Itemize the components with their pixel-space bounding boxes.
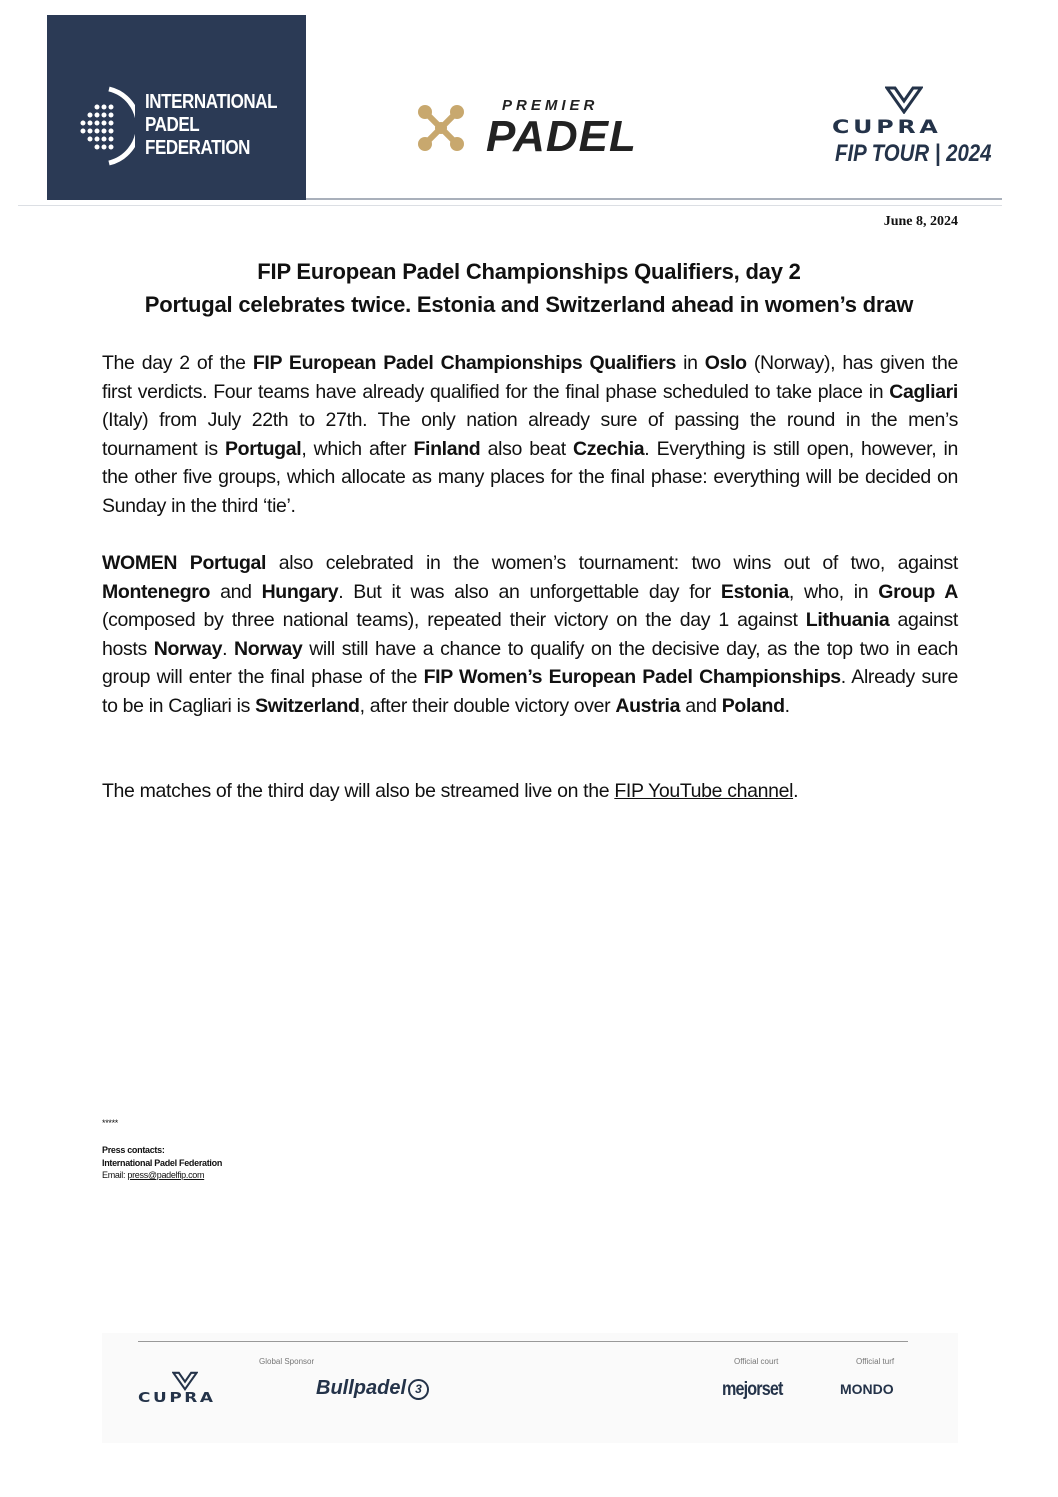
bold-text: Poland (721, 694, 785, 717)
body-text: will still have a chance to qualify on the decisive day, as the top two in each group will enter the final phase of the (102, 637, 958, 689)
body-text: and (210, 580, 262, 603)
bold-text: Group A (878, 580, 958, 603)
body-text: . But it was also an unforgettable day for (338, 580, 721, 603)
fip-logo-text (145, 91, 277, 160)
global-sponsor-label: Global Sponsor (259, 1357, 315, 1366)
fip-logo-block (47, 15, 306, 200)
mondo-logo: MONDO (840, 1381, 894, 1397)
body-text: The day 2 of the (102, 352, 253, 374)
body-text: in (675, 352, 705, 374)
bold-text: Estonia (720, 580, 789, 603)
bold-text: Cagliari (889, 380, 958, 403)
bold-text: Austria (615, 694, 681, 717)
press-contacts-email-line (102, 1170, 204, 1180)
article-paragraph (102, 349, 958, 521)
bold-text: Norway (234, 637, 303, 660)
body-text: . (222, 637, 234, 660)
bullpadel-logo (316, 1377, 429, 1400)
body-text: (Italy) from July 22th to 27th. The only nation already sure of passing the round in the men’s tournament is (102, 409, 958, 460)
body-text: also celebrated in the women’s tournament: two wins out of two, against (266, 552, 958, 574)
official-turf-label: Official turf (856, 1357, 895, 1366)
body-text: , who, in (788, 580, 879, 603)
page-subtitle: Portugal celebrates twice. Estonia and Switzerland ahead in women’s draw (144, 292, 914, 317)
article-paragraph (102, 777, 958, 806)
fip-ball-icon (77, 85, 135, 167)
fip-tour-label: FIP TOUR | 2024 (835, 140, 992, 167)
bullpadel-text: Bullpadel (316, 1377, 407, 1399)
fip-logo-line: PADEL (145, 114, 200, 136)
separator: ***** (102, 1118, 119, 1128)
mejorset-logo: mejorset (722, 1379, 783, 1400)
body-text: also beat (480, 437, 574, 460)
body-text: (composed by three national teams), repeated their victory on the day 1 against (102, 609, 806, 632)
youtube-channel-link[interactable]: FIP YouTube channel (614, 780, 794, 802)
bold-text: FIP Women’s European Padel Championships (423, 666, 841, 689)
bold-text: Hungary (261, 580, 339, 603)
article-paragraph (102, 549, 958, 721)
sponsor-footer (102, 1333, 958, 1443)
cupra-label: CUPRA (832, 116, 942, 138)
bold-text: Finland (413, 437, 481, 460)
body-text: , after their double victory over (359, 694, 616, 717)
bold-text: FIP European Padel Championships Qualifiers (252, 352, 676, 374)
body-text: . Everything is still open, however, in the other five groups, which allocate as many places for the final phase: everything will be decided on Sunday in the third ‘tie’. (102, 437, 958, 517)
body-text: . (784, 694, 790, 717)
premier-padel-logo (412, 95, 702, 170)
official-court-label: Official court (734, 1357, 779, 1366)
bold-text: Switzerland (255, 694, 360, 717)
press-contacts-org: International Padel Federation (102, 1158, 223, 1168)
header-divider-light (18, 205, 1002, 206)
bold-text: Montenegro (102, 580, 211, 603)
footer-divider (138, 1341, 908, 1342)
padel-label: PADEL (486, 112, 637, 161)
bullpadel-badge: 3 (408, 1379, 429, 1400)
fip-logo-line: FEDERATION (145, 137, 250, 159)
press-release-date: June 8, 2024 (883, 214, 958, 229)
email-label: Email: (102, 1170, 128, 1180)
press-email-link[interactable]: press@padelfip.com (127, 1170, 205, 1180)
page-title: FIP European Padel Championships Qualifiers, day 2 (257, 259, 801, 284)
body-text: . (793, 780, 799, 802)
body-text: against hosts (102, 609, 958, 660)
body-text: , which after (301, 437, 414, 460)
bold-text: Oslo (704, 352, 747, 374)
bold-text: Norway (153, 637, 223, 660)
body-text: (Norway), has given the first verdicts. Four teams have already qualified for the final phase scheduled to take place in (102, 352, 958, 403)
body-text: The matches of the third day will also be streamed live on the (102, 780, 615, 802)
cupra-fip-tour-logo (832, 86, 992, 176)
bold-text: Portugal (225, 437, 302, 460)
footer-cupra-logo: CUPRA (138, 1391, 216, 1406)
body-text: . Already sure to be in Cagliari is (102, 666, 958, 717)
cupra-emblem-icon (172, 1371, 198, 1391)
press-contacts-heading: Press contacts: (102, 1145, 165, 1155)
bold-text: Czechia (573, 437, 645, 460)
header-divider (306, 198, 1002, 200)
cupra-emblem-icon (885, 86, 923, 114)
bold-text: WOMEN Portugal (102, 552, 267, 574)
body-text: and (680, 694, 722, 717)
premier-padel-star-icon (412, 99, 470, 157)
bold-text: Lithuania (805, 609, 890, 632)
premier-label: PREMIER (502, 97, 599, 114)
fip-logo-line: INTERNATIONAL (145, 91, 278, 113)
